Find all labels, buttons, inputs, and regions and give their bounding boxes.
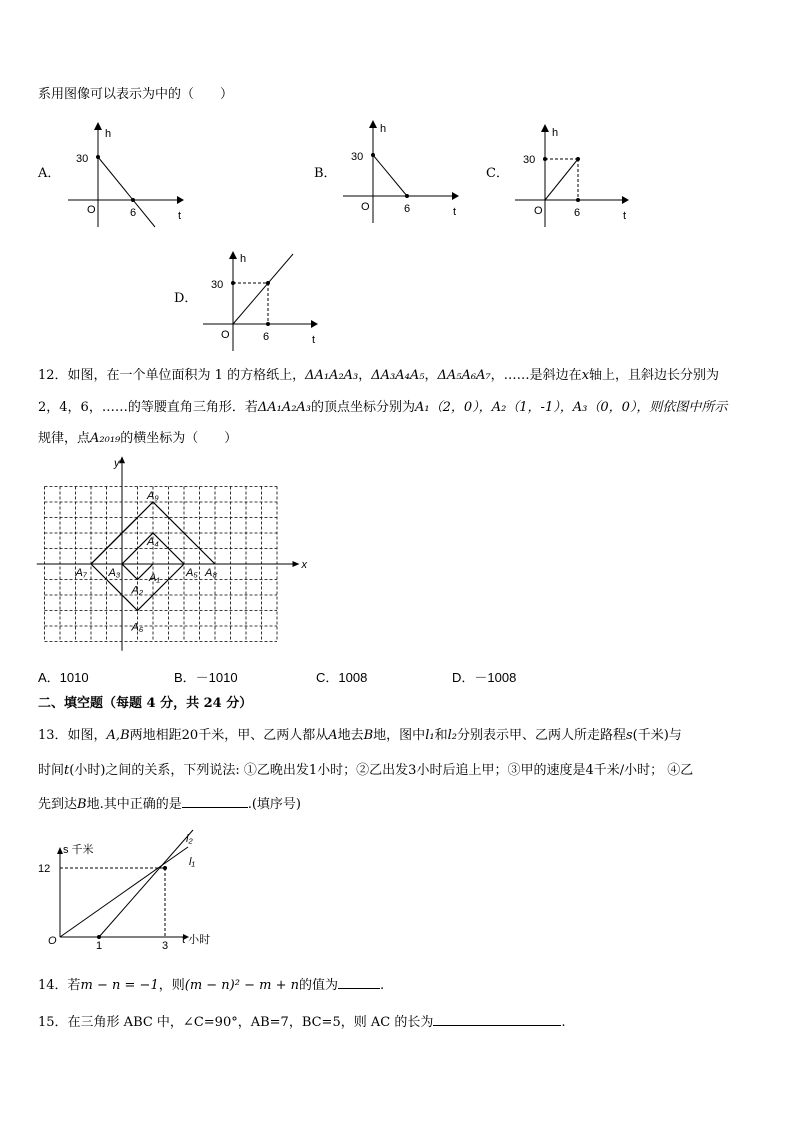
graph-c-h: h	[552, 127, 559, 139]
q15-answer-blank[interactable]	[433, 1013, 561, 1026]
q13-graph-1: 1	[96, 940, 103, 952]
label-a8: A₈	[205, 567, 217, 579]
q14-line: 14．若m − n = −1，则(m − n)² − m + n的值为 .	[38, 978, 385, 993]
q13-graph-12: 12	[38, 863, 51, 875]
q13-graph-O: O	[48, 935, 57, 947]
q13-graph-3: 3	[162, 940, 169, 952]
label-a9: A₉	[147, 490, 159, 502]
q13-line3: 先到达B地.其中正确的是 .(填序号)	[38, 797, 301, 812]
graph-b-30: 30	[351, 151, 364, 163]
label-a2: A₂	[131, 584, 144, 597]
graph-d-30: 30	[211, 279, 224, 291]
graph-d-O: O	[221, 329, 230, 341]
q13-graph-s: s 千米	[63, 844, 94, 856]
q13-graph-t: t 小时	[182, 934, 211, 946]
q11-option-c-label: C．	[486, 166, 509, 181]
q13-graph-l1: l₁	[189, 856, 195, 868]
q12-option-d: D．－1008	[452, 670, 517, 685]
graph-d-h: h	[240, 253, 247, 265]
y-axis-label: y	[114, 457, 120, 470]
q11-option-a-label: A．	[38, 166, 61, 181]
q15-line: 15．在三角形 ABC 中，∠C=90°，AB=7，BC=5，则 AC 的长为 .	[38, 1015, 566, 1030]
x-axis-label: x	[301, 559, 307, 571]
graph-a-t: t	[178, 210, 182, 222]
graph-c-O: O	[534, 205, 543, 217]
label-a3: A₃	[108, 567, 121, 579]
section-2-heading: 二、填空题（每题 4 分，共 24 分）	[38, 696, 253, 711]
q12-line1: 12．如图，在一个单位面积为 1 的方格纸上，ΔA₁A₂A₃，ΔA₃A₄A₅，ΔA₅A₆A₇，……是斜边在x轴上，且斜边长分别为	[38, 368, 720, 383]
graph-c-t: t	[623, 210, 627, 222]
graph-d-t: t	[312, 334, 316, 346]
q11-option-d-label: D．	[174, 291, 198, 306]
q13-line1: 13．如图，A,B两地相距20千米，甲、乙两人都从A地去B地，图中l₁和l₂分别表示甲、乙两人所走路程s(千米)与	[38, 728, 682, 743]
label-a7: A₇	[75, 567, 87, 579]
graph-a-h: h	[105, 128, 112, 140]
label-a5: A₅	[186, 567, 198, 579]
label-a1: A₁	[149, 572, 160, 585]
q12-line3: 规律，点A₂₀₁₉的横坐标为（ ）	[38, 431, 238, 446]
graph-c-30: 30	[523, 154, 536, 166]
graph-a-30: 30	[76, 153, 89, 165]
graph-b-h: h	[380, 123, 387, 135]
q11-option-b-label: B．	[314, 166, 337, 181]
label-a4: A₄	[147, 536, 159, 548]
graph-d-6: 6	[263, 331, 270, 343]
graph-a-O: O	[87, 204, 96, 216]
graph-a-6: 6	[130, 207, 137, 219]
q12-option-b: B．－1010	[174, 670, 238, 685]
q13-graph-l2: l₂	[186, 833, 193, 845]
q14-answer-blank[interactable]	[338, 976, 380, 989]
graph-b-6: 6	[404, 203, 411, 215]
q11-stem: 系用图像可以表示为中的（ ）	[38, 87, 234, 102]
label-a6: A₆	[131, 621, 144, 634]
q12-line2: 2，4，6，……的等腰直角三角形．若ΔA₁A₂A₃的顶点坐标分别为A₁（2，0），A₂（1，-1），A₃（0，0），则依图中所示	[38, 400, 728, 415]
graph-b-t: t	[453, 206, 457, 218]
graph-c-6: 6	[574, 207, 581, 219]
q13-line2: 时间t(小时)之间的关系，下列说法: ①乙晚出发1小时；②乙出发3小时后追上甲；③甲的速度是4千米/小时； ④乙	[38, 763, 694, 778]
q12-option-c: C．1008	[316, 670, 368, 685]
graph-b-O: O	[361, 201, 370, 213]
q12-option-a: A．1010	[38, 670, 89, 685]
